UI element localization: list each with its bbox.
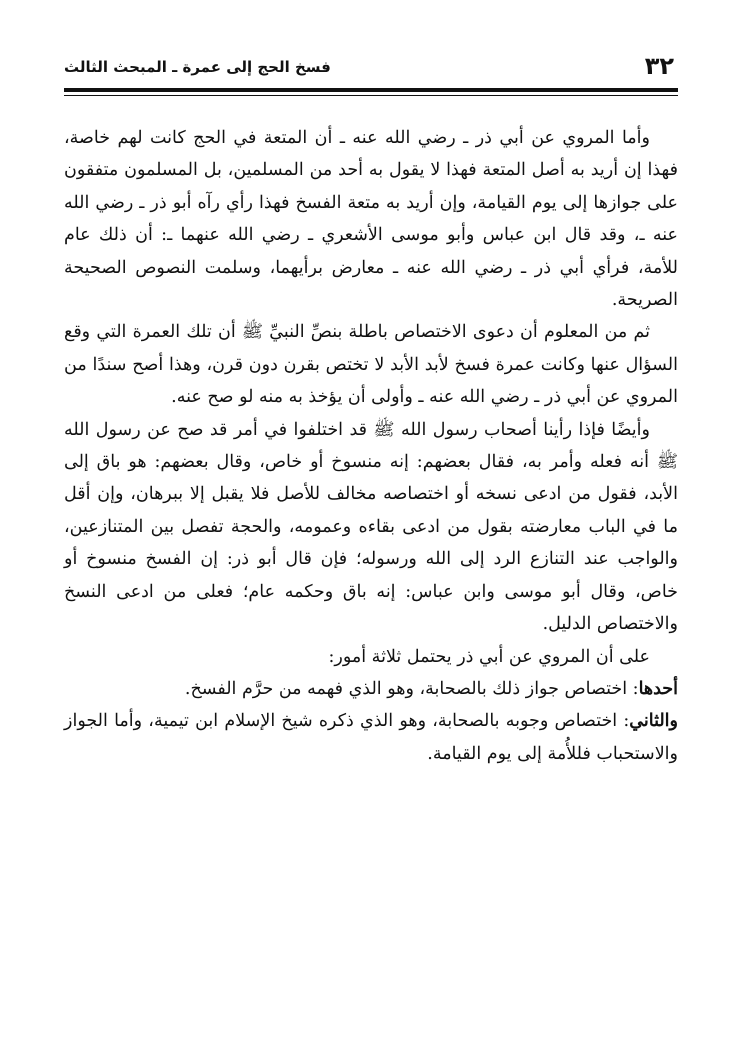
paragraph-claim-of-exclusivity: ثم من المعلوم أن دعوى الاختصاص باطلة بنصِّ النبيِّ ﷺ أن تلك العمرة التي وقع السؤال عنها وكانت عمرة فسخ لأبد الأبد لا تختص بقرن دون قرن، وهذا أصح سندًا من المروي عن أبي ذر ـ رضي الله عنه ـ وأولى أن يؤخذ به منه لو صح عنه. <box>64 322 678 408</box>
running-title: فسخ الحج إلى عمرة ـ المبحث الثالث <box>64 58 331 76</box>
item-text-second: : اختصاص وجوبه بالصحابة، وهو الذي ذكره شيخ الإسلام ابن تيمية، وأما الجواز والاستحباب فللأُمة إلى يوم القيامة. <box>64 711 678 764</box>
paragraph-companions-disagreement: وأيضًا فإذا رأينا أصحاب رسول الله ﷺ قد اختلفوا في أمر قد صح عن رسول الله ﷺ أنه فعله وأمر به، فقال بعضهم: إنه منسوخ أو خاص، وقال بعضهم: هو باق إلى الأبد، فقول من ادعى نسخه أو اختصاصه مخالف للأصل فلا يقبل إلا ببرهان، وإن أقل ما في الباب معارضته بقول من ادعى بقاءه وعمومه، والحجة تفصل بين المتنازعين، والواجب عند التنازع الرد إلى الله ورسوله؛ فإن قال أبو ذر: إن الفسخ منسوخ أو خاص، وقال أبو موسى وابن عباس: إنه باق وحكمه عام؛ فعلى من ادعى النسخ والاختصاص الدليل. <box>64 419 678 635</box>
list-item-second <box>64 705 678 770</box>
paragraph-abu-dharr: وأما المروي عن أبي ذر ـ رضي الله عنه ـ أن المتعة في الحج كانت لهم خاصة، فهذا إن أريد به أصل المتعة فهذا لا يقول به أحد من المسلمين، بل المسلمون متفقون على جوازها إلى يوم القيامة، وإن أريد به متعة الفسخ فهذا رأي رآه أبو ذر ـ رضي الله عنه ـ، وقد قال ابن عباس وأبو موسى الأشعري ـ رضي الله عنهما ـ: أن ذلك عام للأمة، فرأي أبي ذر ـ رضي الله عنه ـ معارض برأيهما، وسلمت النصوص الصحيحة الصريحة. <box>64 128 678 311</box>
page-number: ٣٢ <box>644 52 674 80</box>
paragraph-three-matters: على أن المروي عن أبي ذر يحتمل ثلاثة أمور: <box>328 646 650 667</box>
item-text-first: : اختصاص جواز ذلك بالصحابة، وهو الذي فهمه من حرَّم الفسخ. <box>184 678 639 699</box>
item-lead-second: والثاني <box>629 711 678 732</box>
item-lead-first: أحدها <box>638 678 678 699</box>
header-rule-thick <box>64 88 678 92</box>
list-item-first <box>64 673 678 705</box>
body-text <box>64 122 678 770</box>
page-header <box>64 52 678 88</box>
header-rule-thin <box>64 95 678 96</box>
